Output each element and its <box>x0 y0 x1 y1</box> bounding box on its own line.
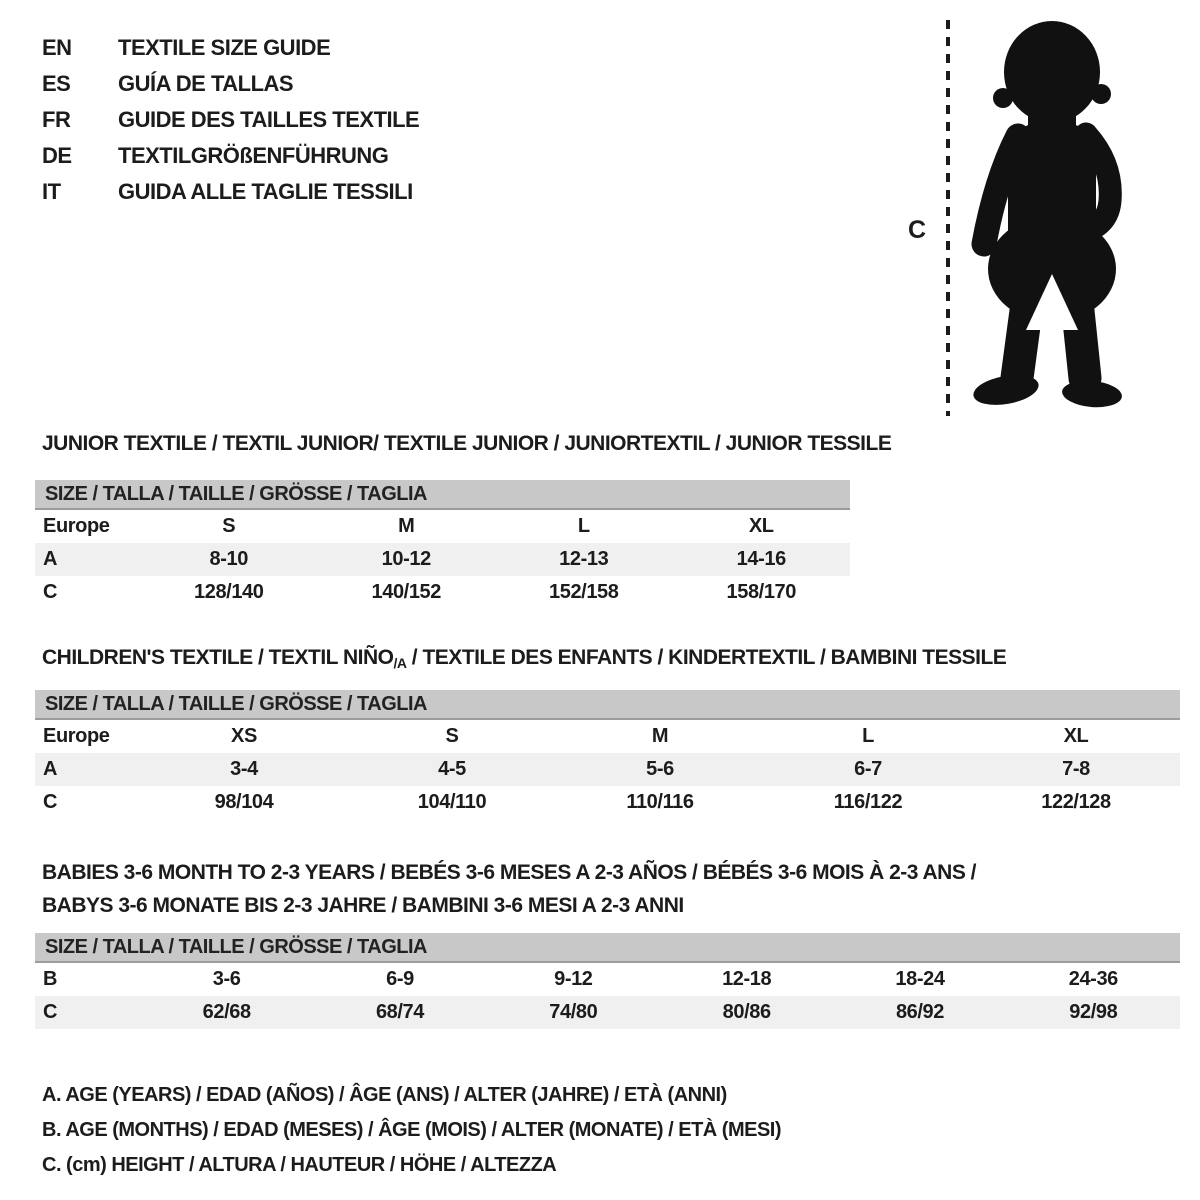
children-title-part2: / TEXTILE DES ENFANTS / KINDERTEXTIL / BAMBINI TESSILE <box>406 646 1007 669</box>
value-cell: 18-24 <box>895 968 945 990</box>
table-row-height <box>35 576 850 609</box>
value-cell: 7-8 <box>1062 758 1090 780</box>
language-title: TEXTILGRÖßENFÜHRUNG <box>118 143 389 168</box>
size-cell: XL <box>1063 725 1089 747</box>
value-cell: 116/122 <box>833 791 903 813</box>
toddler-silhouette-icon <box>962 16 1140 416</box>
value-cell: 3-4 <box>230 758 258 780</box>
value-cell: 92/98 <box>1069 1001 1118 1023</box>
table-row-europe <box>35 510 850 543</box>
value-cell: 9-12 <box>554 968 593 990</box>
row-label: A <box>43 548 58 570</box>
babies-size-table <box>35 933 1180 1029</box>
language-header <box>42 30 419 210</box>
row-label: Europe <box>43 725 110 747</box>
babies-title-line2: BABYS 3-6 MONATE BIS 2-3 JAHRE / BAMBINI 3-6 MESI A 2-3 ANNI <box>42 894 684 917</box>
language-row-de <box>42 138 419 174</box>
value-cell: 68/74 <box>375 1001 425 1023</box>
row-label: C <box>43 581 58 603</box>
size-cell: XL <box>748 515 774 537</box>
size-cell: XS <box>231 725 257 747</box>
table-row-age <box>35 753 1180 786</box>
language-row-fr <box>42 102 419 138</box>
size-header-bar: SIZE / TALLA / TAILLE / GRÖSSE / TAGLIA <box>35 480 850 510</box>
babies-section-title <box>42 856 976 922</box>
value-cell: 158/170 <box>726 581 796 603</box>
value-cell: 86/92 <box>895 1001 945 1023</box>
size-header-bar: SIZE / TALLA / TAILLE / GRÖSSE / TAGLIA <box>35 690 1180 720</box>
size-cell: L <box>577 515 590 537</box>
value-cell: 140/152 <box>371 581 441 603</box>
row-label: C <box>43 1001 58 1023</box>
children-title-sub: /A <box>393 655 407 671</box>
language-row-it <box>42 174 419 210</box>
value-cell: 5-6 <box>646 758 674 780</box>
legend-line-c: C. (cm) HEIGHT / ALTURA / HAUTEUR / HÖHE / ALTEZZA <box>42 1154 557 1176</box>
value-cell: 152/158 <box>549 581 619 603</box>
value-cell: 3-6 <box>212 968 241 990</box>
value-cell: 24-36 <box>1068 968 1118 990</box>
value-cell: 128/140 <box>194 581 264 603</box>
row-label: Europe <box>43 515 110 537</box>
row-label: B <box>43 968 58 990</box>
size-cell: S <box>445 725 459 747</box>
row-label: C <box>43 791 58 813</box>
size-cell: L <box>862 725 874 747</box>
language-code: EN <box>42 35 72 60</box>
value-cell: 12-18 <box>722 968 772 990</box>
table-row-age <box>35 543 850 576</box>
size-cell: S <box>222 515 236 537</box>
value-cell: 122/128 <box>1041 791 1111 813</box>
table-row-europe <box>35 720 1180 753</box>
babies-title-line1: BABIES 3-6 MONTH TO 2-3 YEARS / BEBÉS 3-6 MESES A 2-3 AÑOS / BÉBÉS 3-6 MOIS À 2-3 ANS / <box>42 861 977 884</box>
language-title: GUÍA DE TALLAS <box>118 71 294 96</box>
size-header-bar: SIZE / TALLA / TAILLE / GRÖSSE / TAGLIA <box>35 933 1180 963</box>
language-code: DE <box>42 143 72 168</box>
language-row-en <box>42 30 419 66</box>
value-cell: 80/86 <box>722 1001 771 1023</box>
value-cell: 6-7 <box>854 758 882 780</box>
language-code: FR <box>42 107 71 132</box>
table-row-height <box>35 786 1180 819</box>
table-row-height <box>35 996 1180 1029</box>
value-cell: 14-16 <box>736 548 786 570</box>
value-cell: 12-13 <box>559 548 609 570</box>
language-row-es <box>42 66 419 102</box>
value-cell: 4-5 <box>438 758 466 780</box>
legend <box>42 1078 781 1183</box>
height-measure-figure <box>900 14 1160 426</box>
value-cell: 74/80 <box>549 1001 598 1023</box>
value-cell: 110/116 <box>626 791 694 813</box>
value-cell: 10-12 <box>381 548 431 570</box>
height-measure-label: C <box>908 216 927 244</box>
size-cell: M <box>398 515 415 537</box>
value-cell: 104/110 <box>417 791 487 813</box>
children-size-table <box>35 690 1180 819</box>
row-label: A <box>43 758 58 780</box>
value-cell: 8-10 <box>209 548 248 570</box>
table-row-months <box>35 963 1180 996</box>
language-code: IT <box>42 179 61 204</box>
junior-size-table <box>35 480 850 609</box>
language-title: GUIDE DES TAILLES TEXTILE <box>118 107 420 132</box>
children-section-title <box>42 646 1006 671</box>
value-cell: 98/104 <box>214 791 274 813</box>
children-title-part1: CHILDREN'S TEXTILE / TEXTIL NIÑO <box>42 646 394 669</box>
legend-line-a: A. AGE (YEARS) / EDAD (AÑOS) / ÂGE (ANS) / ALTER (JAHRE) / ETÀ (ANNI) <box>42 1084 727 1106</box>
junior-section-title: JUNIOR TEXTILE / TEXTIL JUNIOR/ TEXTILE JUNIOR / JUNIORTEXTIL / JUNIOR TESSILE <box>42 432 892 455</box>
value-cell: 6-9 <box>386 968 414 990</box>
language-title: GUIDA ALLE TAGLIE TESSILI <box>118 179 413 204</box>
size-cell: M <box>651 725 669 747</box>
language-code: ES <box>42 71 71 96</box>
legend-line-b: B. AGE (MONTHS) / EDAD (MESES) / ÂGE (MOIS) / ALTER (MONATE) / ETÀ (MESI) <box>42 1119 782 1141</box>
language-title: TEXTILE SIZE GUIDE <box>118 35 331 60</box>
height-dashed-line <box>946 20 950 416</box>
value-cell: 62/68 <box>202 1001 251 1023</box>
